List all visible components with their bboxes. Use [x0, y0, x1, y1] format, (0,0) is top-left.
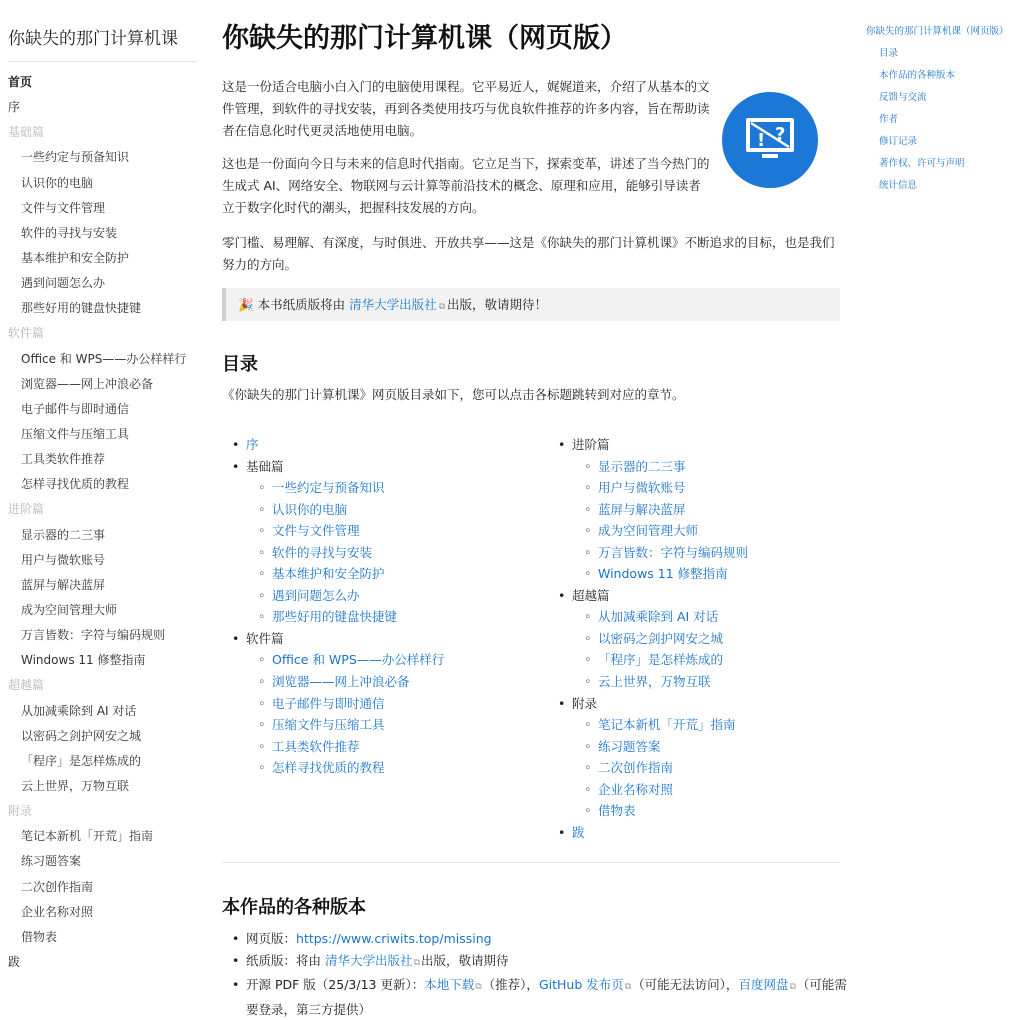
toc-link[interactable]: 用户与微软账号 — [598, 480, 686, 496]
toc-link[interactable]: 蓝屏与解决蓝屏 — [598, 501, 686, 517]
toc-link[interactable]: 那些好用的键盘快捷键 — [272, 609, 398, 625]
sidebar-item[interactable]: 蓝屏与解决蓝屏 — [21, 577, 106, 592]
sidebar-section-heading: 软件篇 — [8, 326, 45, 341]
sidebar-item[interactable]: 从加减乘除到 AI 对话 — [21, 703, 137, 718]
toc-list-item — [232, 477, 562, 499]
toc-list-item — [558, 456, 848, 478]
version-paper — [232, 950, 852, 975]
page-title: 你缺失的那门计算机课（网页版） — [222, 23, 627, 54]
page-toc-link[interactable]: 统计信息 — [879, 180, 918, 191]
toc-link[interactable]: 「程序」是怎样炼成的 — [598, 652, 724, 668]
sidebar-item[interactable]: 万言皆数：字符与编码规则 — [21, 628, 166, 643]
sidebar-item[interactable]: 笔记本新机「开荒」指南 — [21, 829, 154, 844]
toc-list-item — [232, 649, 562, 671]
sidebar-item[interactable]: 遇到问题怎么办 — [21, 276, 106, 291]
toc-link[interactable]: 压缩文件与压缩工具 — [272, 717, 385, 733]
version-web-label: 网页版： — [246, 931, 297, 946]
toc-list-item — [558, 822, 848, 844]
toc-list-item — [232, 671, 562, 693]
toc-link[interactable]: 企业名称对照 — [598, 781, 674, 797]
toc-list-item — [558, 499, 848, 521]
toc-list-item — [558, 606, 848, 628]
page-toc-link[interactable]: 反馈与交流 — [879, 92, 927, 103]
toc-list-item — [232, 757, 562, 779]
version-paper-label: 纸质版：将由 — [246, 952, 322, 968]
sidebar-item[interactable]: 成为空间管理大师 — [21, 602, 118, 617]
toc-group-label: 进阶篇 — [572, 437, 610, 452]
pdf-local-download-link[interactable]: 本地下载 — [424, 977, 475, 992]
toc-list-item — [558, 800, 848, 822]
version-paper-suffix: 出版，敬请期待 — [420, 952, 509, 968]
sidebar-section-heading: 基础篇 — [8, 125, 45, 140]
left-sidebar — [0, 0, 196, 1001]
toc-list-item — [232, 563, 562, 585]
external-link-icon: ⧉ — [413, 957, 420, 968]
toc-list-item — [558, 779, 848, 801]
sidebar-item[interactable]: 文件与文件管理 — [21, 200, 106, 215]
toc-group-label: 附录 — [572, 695, 598, 711]
sidebar-item[interactable]: 跋 — [8, 954, 21, 969]
page-toc-link[interactable]: 修订记录 — [879, 136, 918, 147]
sidebar-item[interactable]: 云上世界，万物互联 — [21, 778, 130, 793]
sidebar-item[interactable]: 认识你的电脑 — [21, 175, 94, 190]
intro-paragraph-1: 这是一份适合电脑小白入门的电脑使用课程。它平易近人，娓娓道来，介绍了从基本的文件管理，到软件的寻找安装，再到各类使用技巧与优良软件推荐的许多内容，旨在帮助读者在信息化时代更灵活地使用电脑。 — [222, 79, 710, 138]
sidebar-item[interactable]: 软件的寻找与安装 — [21, 225, 118, 240]
sidebar-item[interactable]: 序 — [8, 100, 21, 115]
page-toc-link[interactable]: 作者 — [879, 114, 899, 125]
web-version-link[interactable]: https://www.criwits.top/missing — [296, 931, 492, 946]
toc-list-item — [558, 520, 848, 542]
github-release-link[interactable]: GitHub 发布页 — [538, 977, 624, 992]
section-divider — [222, 862, 840, 863]
toc-link[interactable]: 一些约定与预备知识 — [272, 480, 385, 496]
page-toc-link[interactable]: 目录 — [879, 48, 899, 59]
intro-paragraph-3: 零门槛、易理解、有深度，与时俱进、开放共享——这是《你缺失的那门计算机课》不断追求的目标，也是我们努力的方向。 — [222, 235, 835, 272]
toc-list-item — [232, 606, 562, 628]
toc-link[interactable]: 认识你的电脑 — [272, 501, 348, 517]
toc-list-item — [558, 714, 848, 736]
toc-list-item — [558, 542, 848, 564]
toc-link[interactable]: 以密码之剑护网安之城 — [598, 630, 724, 646]
paper-publisher-link[interactable]: 清华大学出版社 — [325, 952, 413, 968]
toc-list-item — [232, 499, 562, 521]
intro-paragraph-2: 这也是一份面向今日与未来的信息时代指南。它立足当下，探索变革，讲述了当今热门的生成式 AI、网络安全、物联网与云计算等前沿技术的概念、原理和应用，能够引导读者立于数字化时代的潮头，把握科技发展的方向。 — [222, 156, 710, 215]
screen-question-icon — [722, 92, 818, 188]
versions-list — [232, 928, 852, 1020]
toc-list-item — [232, 520, 562, 542]
sidebar-item[interactable]: 电子邮件与即时通信 — [21, 401, 130, 416]
toc-list-item — [558, 563, 848, 585]
toc-list-item — [232, 736, 562, 758]
sidebar-item[interactable]: 练习题答案 — [21, 854, 82, 869]
publisher-link[interactable]: 清华大学出版社 — [349, 297, 437, 312]
toc-list-item — [232, 628, 562, 650]
sidebar-item[interactable]: 企业名称对照 — [21, 904, 94, 919]
toc-link[interactable]: 遇到问题怎么办 — [272, 587, 360, 603]
toc-left-column — [232, 434, 562, 779]
toc-list-item — [558, 628, 848, 650]
sidebar-item[interactable]: 以密码之剑护网安之城 — [21, 728, 142, 743]
toc-link[interactable]: 笔记本新机「开荒」指南 — [598, 717, 736, 733]
toc-link[interactable]: 云上世界，万物互联 — [598, 674, 711, 690]
toc-list-item — [232, 585, 562, 607]
toc-description: 《你缺失的那门计算机课》网页版目录如下，您可以点击各标题跳转到对应的章节。 — [222, 387, 685, 402]
toc-group-label: 超越篇 — [572, 587, 610, 603]
external-link-icon: ⧉ — [789, 982, 796, 992]
right-page-toc — [866, 21, 1024, 197]
sidebar-item[interactable]: 压缩文件与压缩工具 — [21, 426, 130, 441]
pdf-baidu-note: （可能需要登录，第三方提供） — [246, 977, 847, 1017]
toc-list-item — [558, 757, 848, 779]
toc-group-label: 基础篇 — [246, 458, 284, 474]
sidebar-item[interactable]: 浏览器——网上冲浪必备 — [21, 376, 154, 391]
notice-prefix: 本书纸质版将由 — [257, 297, 346, 312]
pdf-github-note: （可能无法访问）， — [632, 977, 739, 992]
toc-group-label: 软件篇 — [246, 630, 284, 646]
sidebar-item[interactable]: 工具类软件推荐 — [21, 452, 106, 467]
version-pdf-label: 开源 PDF 版（25/3/13 更新）： — [246, 977, 425, 992]
sidebar-item[interactable]: 二次创作指南 — [21, 879, 94, 894]
toc-list-item — [558, 649, 848, 671]
sidebar-item[interactable]: 显示器的二三事 — [21, 527, 106, 542]
toc-link[interactable]: 工具类软件推荐 — [272, 738, 360, 754]
toc-list-item — [232, 542, 562, 564]
toc-link[interactable]: 练习题答案 — [598, 738, 661, 754]
toc-link[interactable]: Windows 11 修整指南 — [598, 566, 728, 582]
sidebar-item[interactable]: 「程序」是怎样炼成的 — [21, 753, 142, 768]
toc-link[interactable]: 二次创作指南 — [598, 760, 674, 776]
sidebar-section-heading: 进阶篇 — [8, 502, 45, 517]
toc-link[interactable]: 序 — [246, 437, 259, 452]
svg-text:?: ? — [775, 124, 786, 145]
version-pdf — [232, 974, 852, 1020]
toc-link[interactable]: 文件与文件管理 — [272, 523, 360, 539]
sidebar-nav-list — [8, 70, 198, 975]
version-web — [232, 928, 852, 950]
toc-list-item — [232, 456, 562, 478]
toc-link[interactable]: 跋 — [572, 824, 585, 840]
page-toc-link[interactable]: 你缺失的那门计算机课（网页版） — [866, 26, 1009, 37]
toc-link[interactable]: 电子邮件与即时通信 — [272, 695, 385, 711]
pdf-local-note: （推荐）， — [482, 977, 539, 992]
sidebar-item[interactable]: 借物表 — [21, 929, 58, 944]
toc-link[interactable]: 软件的寻找与安装 — [272, 544, 373, 560]
sidebar-item[interactable]: 那些好用的键盘快捷键 — [21, 301, 142, 316]
party-popper-icon: 🎉 — [238, 297, 254, 312]
svg-text:!: ! — [757, 130, 766, 151]
toc-link[interactable]: Office 和 WPS——办公样样行 — [272, 652, 445, 668]
toc-list-item — [232, 434, 562, 456]
external-link-icon: ⧉ — [438, 302, 446, 312]
toc-list-item — [232, 693, 562, 715]
toc-list-item — [232, 714, 562, 736]
toc-link[interactable]: 成为空间管理大师 — [598, 523, 699, 539]
baidu-netdisk-link[interactable]: 百度网盘 — [738, 977, 789, 992]
sidebar-item[interactable]: Office 和 WPS——办公样样行 — [21, 351, 187, 366]
toc-list-item — [558, 736, 848, 758]
notice-suffix: 出版，敬请期待！ — [447, 297, 548, 312]
sidebar-section-heading: 附录 — [8, 804, 33, 819]
toc-link[interactable]: 基本维护和安全防护 — [272, 566, 385, 582]
external-link-icon: ⧉ — [475, 982, 482, 992]
page-toc-link[interactable]: 本作品的各种版本 — [879, 70, 956, 81]
toc-link[interactable]: 借物表 — [598, 803, 636, 819]
toc-list-item — [558, 434, 848, 456]
sidebar-item[interactable]: 基本维护和安全防护 — [21, 250, 130, 265]
toc-right-column — [558, 434, 848, 843]
sidebar-item[interactable]: 首页 — [8, 75, 33, 89]
sidebar-item[interactable]: 用户与微软账号 — [21, 552, 106, 567]
sidebar-item[interactable]: Windows 11 修整指南 — [21, 653, 146, 668]
toc-link[interactable]: 万言皆数：字符与编码规则 — [598, 544, 749, 560]
toc-link[interactable]: 怎样寻找优质的教程 — [272, 760, 385, 776]
sidebar-section-heading: 超越篇 — [8, 678, 45, 693]
toc-list-item — [558, 585, 848, 607]
versions-heading: 本作品的各种版本 — [222, 897, 366, 918]
sidebar-divider — [8, 61, 196, 62]
toc-list-item — [558, 671, 848, 693]
toc-list-item — [558, 477, 848, 499]
toc-heading: 目录 — [222, 354, 258, 375]
toc-list-item — [558, 693, 848, 715]
sidebar-item[interactable]: 怎样寻找优质的教程 — [21, 477, 130, 492]
site-title[interactable]: 你缺失的那门计算机课 — [8, 29, 178, 49]
external-link-icon: ⧉ — [624, 982, 632, 992]
publication-notice — [222, 288, 840, 321]
toc-link[interactable]: 从加减乘除到 AI 对话 — [598, 609, 719, 625]
page-toc-link[interactable]: 著作权、许可与声明 — [879, 158, 965, 169]
toc-link[interactable]: 显示器的二三事 — [598, 458, 686, 474]
toc-link[interactable]: 浏览器——网上冲浪必备 — [272, 674, 410, 690]
sidebar-item[interactable]: 一些约定与预备知识 — [21, 150, 130, 165]
